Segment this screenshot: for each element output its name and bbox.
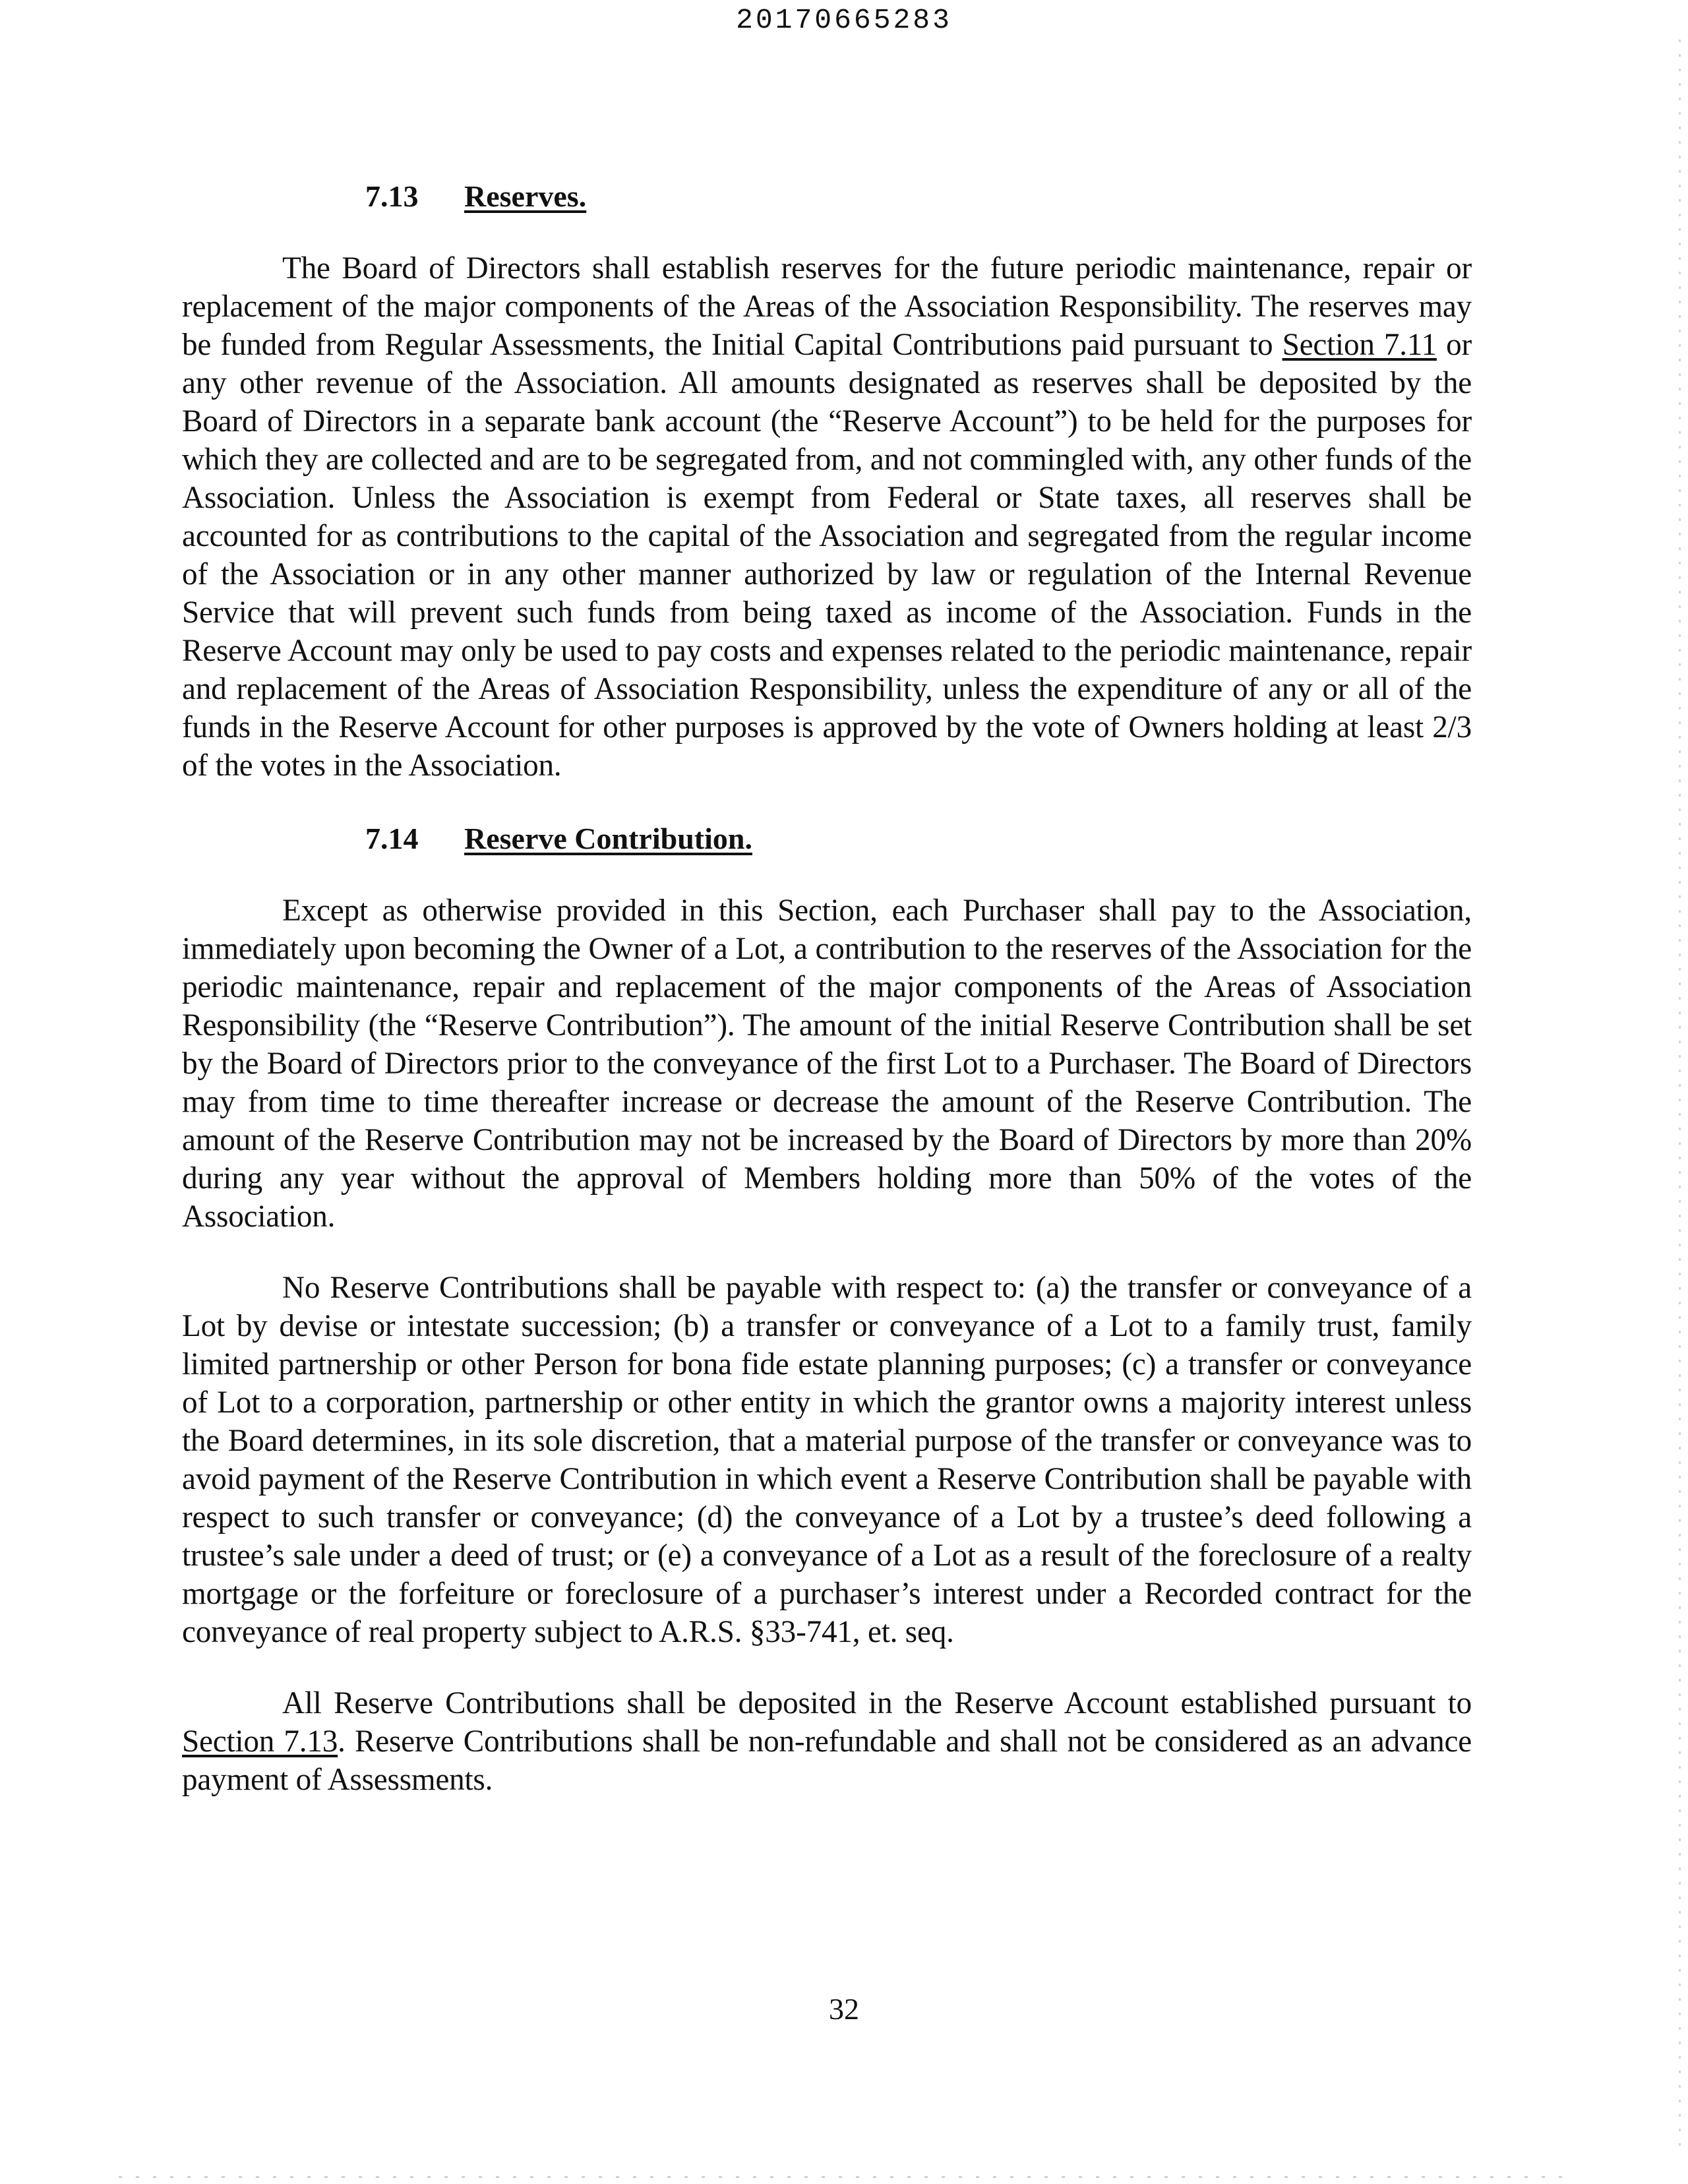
paragraph-text: The Board of Directors shall establish reserves for the future periodic maintenance, repair or replacement of the major components of the Areas of the Association Responsibility. The reserves may be funded from Regular Assessments, the Initial Capital Contributions paid pursuant to bbox=[182, 251, 1472, 362]
section-number: 7.13 bbox=[365, 179, 419, 213]
page-number: 32 bbox=[829, 1992, 859, 2026]
paragraph-text: All Reserve Contributions shall be deposited in the Reserve Account established pursuant to bbox=[282, 1685, 1472, 1720]
paragraph-text: or any other revenue of the Association. All amounts designated as reserves shall be deposited by the Board of Directors in a separate bank account (the “Reserve Account”) to be held for the purposes for which they are collected and are to be segregated from, and not commingled with, any other funds of the Association. Unless the Association is exempt from Federal or State taxes, all reserves shall be accounted for as contributions to the capital of the Association and segregated from the regular income of the Association or in any other manner authorized by law or regulation of the Internal Revenue Service that will prevent such funds from being taxed as income of the Association. Funds in the Reserve Account may only be used to pay costs and expenses related to the periodic maintenance, repair and replacement of the Areas of Association Responsibility, unless the expenditure of any or all of the funds in the Reserve Account for other purposes is approved by the vote of Owners holding at least 2/3 of the votes in the Association. bbox=[182, 327, 1472, 783]
reserve-contribution-paragraph: Except as otherwise provided in this Section, each Purchaser shall pay to the Association, immediately upon becoming the Owner of a Lot, a contribution to the reserves of the Association for the periodic maintenance, repair and replacement of the major components of the Areas of Association Responsibility (the “Reserve Contribution”). The amount of the initial Reserve Contribution shall be set by the Board of Directors prior to the conveyance of the first Lot to a Purchaser. The Board of Directors may from time to time thereafter increase or decrease the amount of the Reserve Contribution. The amount of the Reserve Contribution may not be increased by the Board of Directors by more than 20% during any year without the approval of Members holding more than 50% of the votes of the Association. bbox=[182, 893, 1472, 1234]
section-reference-link: Section 7.13 bbox=[182, 1724, 338, 1759]
document-body bbox=[182, 177, 1472, 1799]
scan-bottom-artifact bbox=[119, 2176, 1569, 2178]
scan-margin-artifact bbox=[1679, 40, 1681, 2150]
section-number: 7.14 bbox=[365, 821, 419, 855]
exemptions-paragraph: No Reserve Contributions shall be payable with respect to: (a) the transfer or conveyance of a Lot by devise or intestate succession; (b) a transfer or conveyance of a Lot to a family trust, family limited partnership or other Person for bona fide estate planning purposes; (c) a transfer or conveyance of Lot to a corporation, partnership or other entity in which the grantor owns a majority interest unless the Board determines, in its sole discretion, that a material purpose of the transfer or conveyance was to avoid payment of the Reserve Contribution in which event a Reserve Contribution shall be payable with respect to such transfer or conveyance; (d) the conveyance of a Lot by a trustee’s deed following a trustee’s sale under a deed of trust; or (e) a conveyance of a Lot as a result of the foreclosure of a realty mortgage or the forfeiture or foreclosure of a purchaser’s interest under a Recorded contract for the conveyance of real property subject to A.R.S. §33-741, et. seq. bbox=[182, 1270, 1472, 1649]
section-heading-7-13 bbox=[182, 177, 1472, 216]
reserves-paragraph bbox=[182, 249, 1472, 785]
section-title: Reserves. bbox=[464, 179, 587, 213]
section-heading-7-14 bbox=[182, 819, 1472, 859]
deposit-paragraph bbox=[182, 1684, 1472, 1799]
section-title: Reserve Contribution. bbox=[464, 821, 752, 855]
document-number: 20170665283 bbox=[736, 4, 952, 36]
section-reference-link: Section 7.11 bbox=[1282, 327, 1437, 362]
paragraph-text: . Reserve Contributions shall be non-refundable and shall not be considered as an advance payment of Assessments. bbox=[182, 1724, 1472, 1797]
